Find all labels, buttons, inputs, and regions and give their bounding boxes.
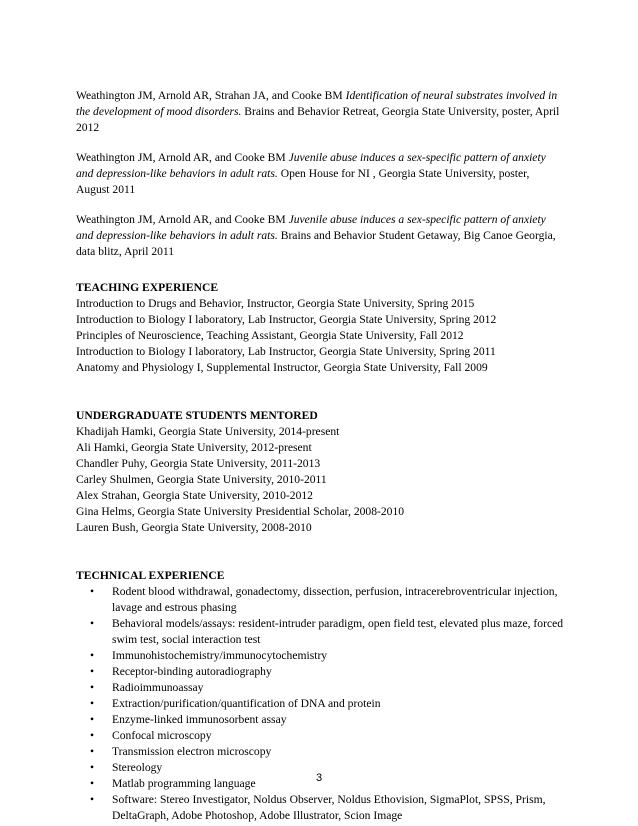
- teaching-item: Introduction to Biology I laboratory, Lab Instructor, Georgia State University, Spring 2012: [76, 313, 497, 326]
- technical-item: [76, 792, 564, 824]
- bullet-icon: •: [90, 745, 95, 758]
- mentored-item: Carley Shulmen, Georgia State University, 2010-2011: [76, 473, 327, 486]
- publication-venue: Brains and Behavior Retreat, Georgia State University, poster, April 2012: [76, 105, 560, 134]
- technical-heading: TECHNICAL EXPERIENCE: [76, 569, 225, 582]
- publication-entry: [76, 212, 564, 260]
- bullet-icon: •: [90, 697, 95, 710]
- page-number: 3: [315, 772, 323, 784]
- bullet-icon: •: [90, 713, 95, 726]
- publication-title: Juvenile abuse induces a sex-specific pattern of anxiety and depression-like behaviors in adult rats.: [76, 151, 546, 180]
- bullet-icon: •: [90, 777, 95, 790]
- publication-authors: Weathington JM, Arnold AR, and Cooke BM: [76, 213, 289, 226]
- mentored-item: Alex Strahan, Georgia State University, 2010-2012: [76, 489, 313, 502]
- publication-title: Juvenile abuse induces a sex-specific pattern of anxiety and depression-like behaviors in adult rats.: [76, 213, 546, 242]
- technical-item: [76, 664, 564, 680]
- publication-entry: [76, 88, 564, 136]
- document-page: [76, 88, 564, 824]
- publication-title: Identification of neural substrates involved in the development of mood disorders.: [76, 89, 558, 118]
- technical-item: [76, 744, 564, 760]
- publication-venue: Brains and Behavior Student Getaway, Big Canoe Georgia, data blitz, April 2011: [76, 229, 556, 258]
- technical-item-text: Extraction/purification/quantification of DNA and protein: [112, 697, 381, 710]
- technical-item-text: Transmission electron microscopy: [112, 745, 272, 758]
- teaching-section: [76, 280, 564, 376]
- technical-list: [76, 584, 564, 824]
- publications-list: [76, 88, 564, 260]
- technical-item-text: Receptor-binding autoradiography: [112, 665, 272, 678]
- bullet-icon: •: [90, 729, 95, 742]
- mentored-heading: UNDERGRADUATE STUDENTS MENTORED: [76, 409, 318, 422]
- mentored-item: Lauren Bush, Georgia State University, 2008-2010: [76, 521, 312, 534]
- mentored-item: Chandler Puhy, Georgia State University, 2011-2013: [76, 457, 321, 470]
- teaching-item: Anatomy and Physiology I, Supplemental Instructor, Georgia State University, Fall 2009: [76, 361, 488, 374]
- technical-item-text: Software: Stereo Investigator, Noldus Observer, Noldus Ethovision, SigmaPlot, SPSS, Prism, DeltaGraph, Adobe Photoshop, Adobe Illustrator, Scion Image: [112, 793, 546, 822]
- teaching-item: Principles of Neuroscience, Teaching Assistant, Georgia State University, Fall 2012: [76, 329, 464, 342]
- publication-authors: Weathington JM, Arnold AR, Strahan JA, and Cooke BM: [76, 89, 346, 102]
- bullet-icon: •: [90, 649, 95, 662]
- bullet-icon: •: [90, 617, 95, 630]
- technical-item-text: Confocal microscopy: [112, 729, 212, 742]
- mentored-item: Khadijah Hamki, Georgia State University, 2014-present: [76, 425, 340, 438]
- publication-entry: [76, 150, 564, 198]
- technical-item: [76, 648, 564, 664]
- technical-item: [76, 680, 564, 696]
- technical-item-text: Enzyme-linked immunosorbent assay: [112, 713, 287, 726]
- bullet-icon: •: [90, 681, 95, 694]
- teaching-item: Introduction to Biology I laboratory, Lab Instructor, Georgia State University, Spring 2011: [76, 345, 496, 358]
- technical-item: [76, 728, 564, 744]
- technical-item-text: Immunohistochemistry/immunocytochemistry: [112, 649, 328, 662]
- bullet-icon: •: [90, 793, 95, 806]
- teaching-item: Introduction to Drugs and Behavior, Instructor, Georgia State University, Spring 2015: [76, 297, 475, 310]
- technical-item-text: Behavioral models/assays: resident-intruder paradigm, open field test, elevated plus maze, forced swim test, social interaction test: [112, 617, 564, 646]
- bullet-icon: •: [90, 585, 95, 598]
- technical-item: [76, 696, 564, 712]
- mentored-item: Ali Hamki, Georgia State University, 2012-present: [76, 441, 312, 454]
- technical-item-text: Matlab programming language: [112, 777, 256, 790]
- publication-authors: Weathington JM, Arnold AR, and Cooke BM: [76, 151, 289, 164]
- technical-item-text: Radioimmunoassay: [112, 681, 204, 694]
- mentored-item: Gina Helms, Georgia State University Presidential Scholar, 2008-2010: [76, 505, 405, 518]
- bullet-icon: •: [90, 665, 95, 678]
- publication-venue: Open House for NI , Georgia State University, poster, August 2011: [76, 167, 530, 196]
- technical-item-text: Rodent blood withdrawal, gonadectomy, dissection, perfusion, intracerebroventricular injection, lavage and estrous phasing: [112, 585, 558, 614]
- bullet-icon: •: [90, 761, 95, 774]
- technical-item-text: Stereology: [112, 761, 163, 774]
- technical-item: [76, 584, 564, 616]
- mentored-section: [76, 408, 564, 536]
- teaching-heading: TEACHING EXPERIENCE: [76, 281, 219, 294]
- technical-item: [76, 712, 564, 728]
- technical-item: [76, 616, 564, 648]
